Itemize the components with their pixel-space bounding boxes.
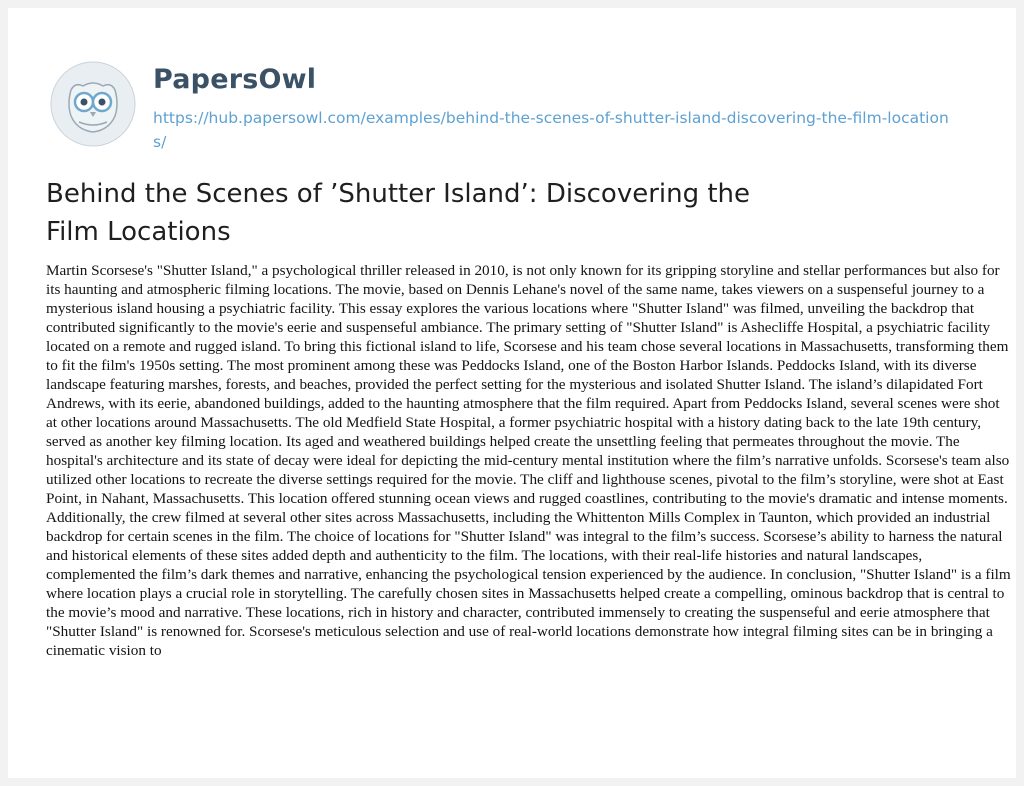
essay-body: Martin Scorsese's "Shutter Island," a psychological thriller released in 2010, is not only known for its gripping storyline and stellar performances but also for its haunting and atmospheric filming locations. The movie, based on Dennis Lehane's novel of the same name, takes viewers on a suspenseful journey to a mysterious island housing a psychiatric facility. This essay explores the various locations where "Shutter Island" was filmed, unveiling the backdrop that contributed significantly to the movie's eerie and suspenseful ambiance. The primary setting of "Shutter Island" is Ashecliffe Hospital, a psychiatric facility located on a remote and rugged island. To bring this fictional island to life, Scorsese and his team chose several locations in Massachusetts, transforming them to fit the film's 1950s setting. The most prominent among these was Peddocks Island, one of the Boston Harbor Islands. Peddocks Island, with its diverse landscape featuring marshes, forests, and beaches, provided the perfect setting for the mysterious and isolated Shutter Island. The island’s dilapidated Fort Andrews, with its eerie, abandoned buildings, added to the haunting atmosphere that the film required. Apart from Peddocks Island, several scenes were shot at other locations around Massachusetts. The old Medfield State Hospital, a former psychiatric hospital with a history dating back to the late 19th century, served as another key filming location. Its aged and weathered buildings helped create the unsettling feeling that permeates throughout the movie. The hospital's architecture and its state of decay were ideal for depicting the mid-century mental institution where the film’s narrative unfolds. Scorsese's team also utilized other locations to recreate the diverse settings required for the movie. The cliff and lighthouse scenes, pivotal to the film’s storyline, were shot at East Point, in Nahant, Massachusetts. This location offered stunning ocean views and rugged coastlines, contributing to the movie's dramatic and intense moments. Additionally, the crew filmed at several other sites across Massachusetts, including the Whittenton Mills Complex in Taunton, which provided an industrial backdrop for certain scenes in the film. The choice of locations for "Shutter Island" was integral to the film’s success. Scorsese’s ability to harness the natural and historical elements of these sites added depth and authenticity to the film. The locations, with their real-life histories and natural landscapes, complemented the film’s dark themes and narrative, enhancing the psychological tension experienced by the audience. In conclusion, "Shutter Island" is a film where location plays a crucial role in storytelling. The carefully chosen sites in Massachusetts helped create a compelling, ominous backdrop that is central to the movie’s mood and narrative. These locations, rich in history and character, contributed immensely to creating the suspenseful and eerie atmosphere that "Shutter Island" is renowned for. Scorsese's meticulous selection and use of real-world locations demonstrate how integral filming sites can be in bringing a cinematic vision to — [46, 262, 1011, 659]
source-url-link[interactable]: https://hub.papersowl.com/examples/behind-the-scenes-of-shutter-island-discovering-the-film-locations/ — [153, 109, 949, 151]
document-page — [8, 8, 1016, 778]
page-title: Behind the Scenes of ’Shutter Island’: Discovering the Film Locations — [46, 179, 751, 247]
owl-logo-icon — [49, 60, 137, 148]
brand-name: PapersOwl — [153, 64, 317, 95]
page-header — [49, 40, 1009, 160]
